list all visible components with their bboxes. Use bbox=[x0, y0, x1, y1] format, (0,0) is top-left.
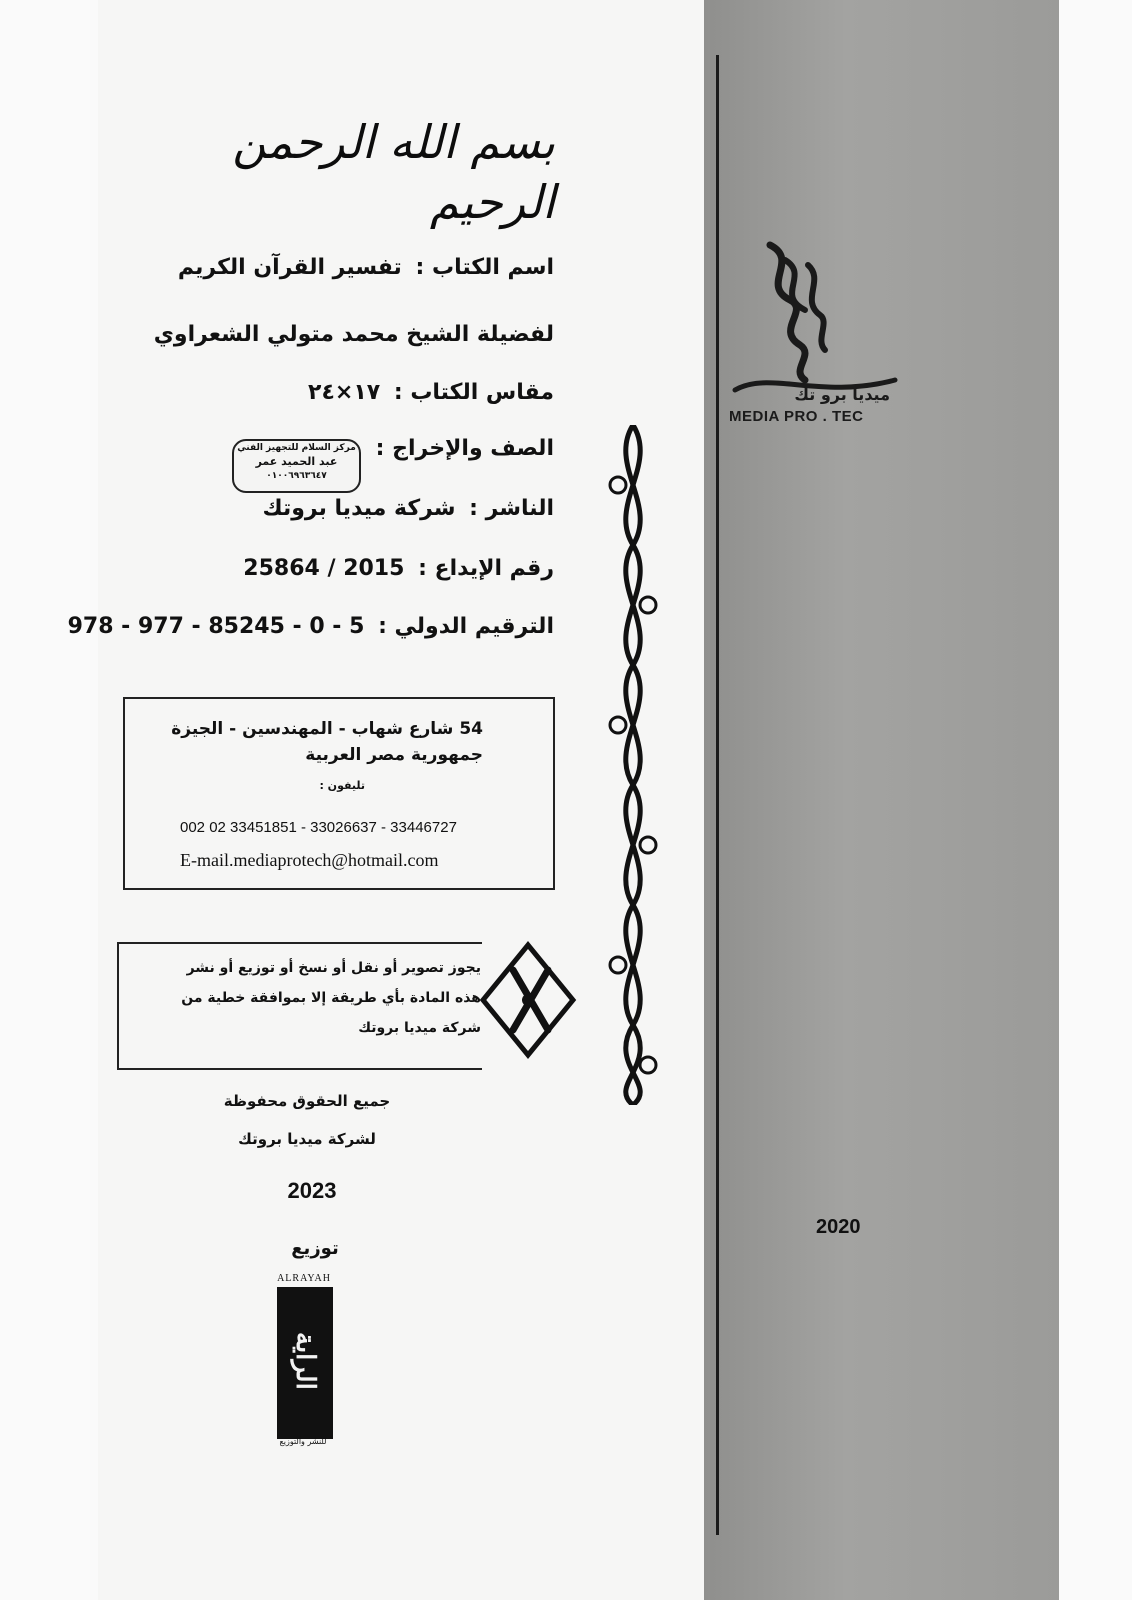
rights-border-left bbox=[117, 942, 119, 1070]
phone-label: تليفون : bbox=[319, 779, 365, 792]
alrayah-arabic-name: الراية bbox=[290, 1332, 320, 1390]
typesetting-line bbox=[370, 436, 554, 461]
address-box bbox=[123, 697, 555, 890]
alrayah-latin-name: ALRAYAH bbox=[277, 1273, 331, 1284]
copyright-line-2: لشركة ميديا بروتك bbox=[238, 1130, 376, 1148]
author-line bbox=[154, 322, 554, 347]
publisher-label: الناشر : bbox=[469, 496, 554, 521]
stamp-line-1: مركز السلام للتجهيز الفني bbox=[237, 443, 356, 453]
ornamental-vine-icon bbox=[598, 425, 668, 1105]
alrayah-logo-icon bbox=[277, 1287, 333, 1439]
book-title-line bbox=[178, 255, 554, 280]
book-title-value: تفسير القرآن الكريم bbox=[177, 255, 402, 280]
basmala-text: بسم الله الرحمن الرحيم bbox=[232, 115, 555, 229]
right-page-year: 2020 bbox=[816, 1216, 861, 1238]
rights-line-3: شركة ميديا بروتك bbox=[358, 1020, 481, 1036]
rights-border-top bbox=[117, 942, 482, 944]
distribution-label: توزيع bbox=[291, 1238, 339, 1259]
deposit-line bbox=[243, 556, 554, 581]
deposit-label: رقم الإيداع : bbox=[418, 556, 554, 581]
left-margin bbox=[0, 0, 98, 1600]
copyright-year: 2023 bbox=[287, 1178, 337, 1203]
isbn-line bbox=[68, 614, 554, 639]
media-logo-caption: MEDIA PRO . TEC bbox=[729, 408, 864, 425]
rights-line-1: يجوز تصوير أو نقل أو نسخ أو توزيع أو نشر bbox=[186, 960, 481, 976]
book-size-label: مقاس الكتاب : bbox=[393, 380, 554, 405]
media-logo-arabic: ميديا برو تك bbox=[794, 385, 890, 404]
right-margin bbox=[1059, 0, 1132, 1600]
address-line-1: 54 شارع شهاب - المهندسين - الجيزة bbox=[171, 719, 483, 739]
book-size-value: ١٧×٢٤ bbox=[308, 380, 381, 405]
book-size-line bbox=[308, 380, 554, 405]
typesetting-stamp bbox=[232, 439, 361, 493]
author-value: لفضيلة الشيخ محمد متولي الشعراوي bbox=[153, 322, 554, 347]
isbn-value: 978 - 977 - 85245 - 0 - 5 bbox=[67, 614, 365, 639]
publisher-line bbox=[263, 496, 554, 521]
phone-numbers: 002 02 33451851 - 33026637 - 33446727 bbox=[180, 819, 457, 836]
isbn-label: الترقيم الدولي : bbox=[378, 614, 554, 639]
basmala-calligraphy bbox=[150, 92, 555, 229]
rights-border-bottom bbox=[117, 1068, 482, 1070]
copyright-line-1: جميع الحقوق محفوظة bbox=[223, 1092, 391, 1110]
stamp-line-2: عبد الحميد عمر bbox=[255, 455, 338, 468]
la-no-symbol-icon bbox=[478, 940, 578, 1060]
rights-line-2: هذه المادة بأي طريقة إلا بموافقة خطية من bbox=[181, 990, 481, 1006]
alrayah-tagline: للنشر والتوزيع bbox=[279, 1437, 327, 1446]
stamp-line-3: ٠١٠٠٦٩٦٣٦٤٧ bbox=[266, 471, 327, 481]
address-line-2: جمهورية مصر العربية bbox=[305, 745, 483, 765]
publisher-value: شركة ميديا بروتك bbox=[262, 496, 456, 521]
deposit-value: 25864 / 2015 bbox=[243, 556, 405, 581]
book-title-label: اسم الكتاب : bbox=[415, 255, 554, 280]
media-pro-logo-icon bbox=[730, 240, 902, 430]
email-address: E-mail.mediaprotech@hotmail.com bbox=[180, 850, 439, 870]
typesetting-label: الصف والإخراج : bbox=[375, 436, 554, 461]
